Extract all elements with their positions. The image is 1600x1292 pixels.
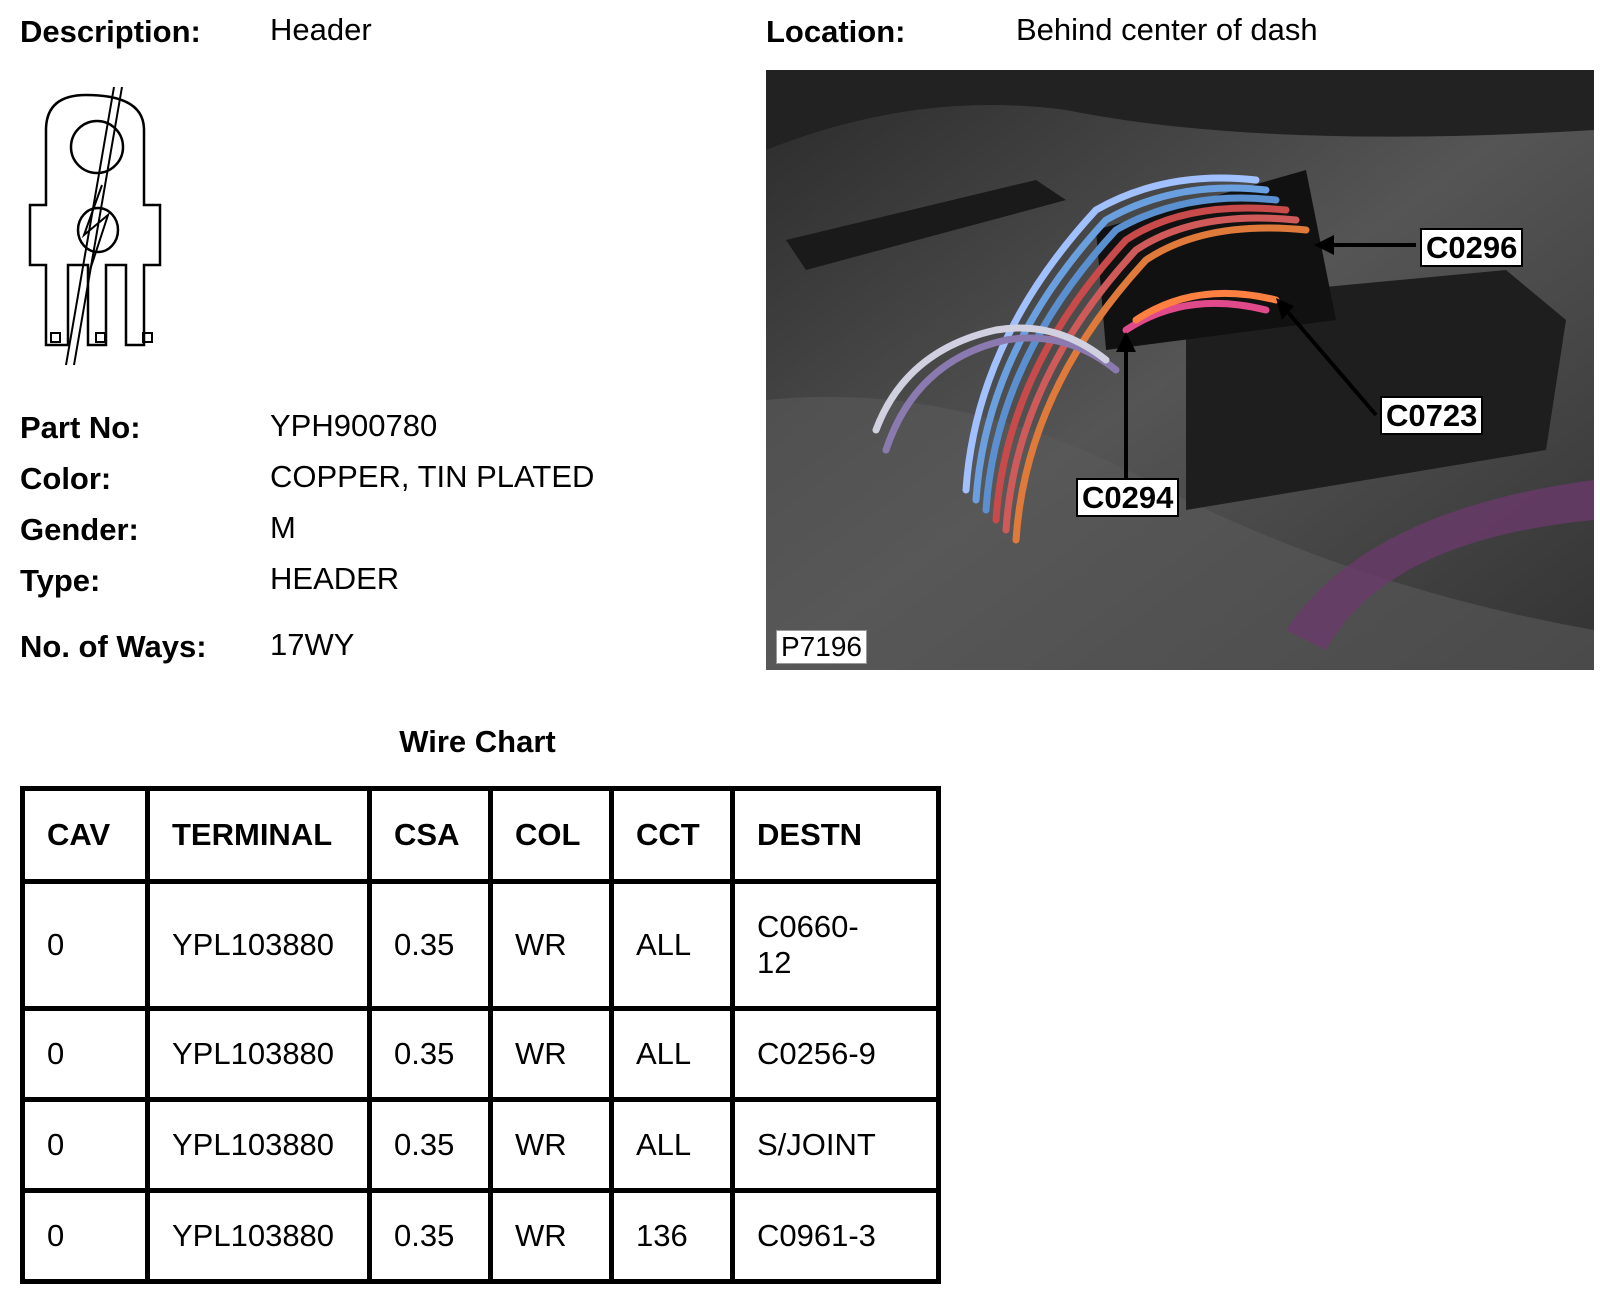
table-row: [23, 1100, 939, 1191]
cell-cct: 136: [612, 1191, 733, 1282]
cell-cct: ALL: [612, 1009, 733, 1100]
table-row: [23, 1009, 939, 1100]
cell-cav: 0: [23, 882, 148, 1009]
part-no-value: YPH900780: [270, 408, 438, 443]
cell-cct: ALL: [612, 1100, 733, 1191]
ways-label: No. of Ways:: [20, 629, 207, 664]
ways-value: 17WY: [270, 627, 355, 662]
cell-terminal: YPL103880: [148, 1100, 370, 1191]
cell-col: WR: [491, 1191, 612, 1282]
cell-terminal: YPL103880: [148, 882, 370, 1009]
table-row: [23, 882, 939, 1009]
color-value: COPPER, TIN PLATED: [270, 459, 595, 494]
cell-col: WR: [491, 1009, 612, 1100]
column-header-cct: CCT: [612, 789, 733, 882]
cell-cav: 0: [23, 1191, 148, 1282]
cell-col: WR: [491, 1100, 612, 1191]
color-label: Color:: [20, 461, 112, 496]
callout-c0294: C0294: [1076, 478, 1179, 517]
photo-id: P7196: [776, 630, 867, 664]
terminal-drawing: [26, 85, 176, 370]
description-label: Description:: [20, 14, 201, 49]
column-header-csa: CSA: [370, 789, 491, 882]
wire-chart-table: [20, 786, 941, 1284]
description-value: Header: [270, 12, 372, 47]
cell-cct: ALL: [612, 882, 733, 1009]
callout-c0723: C0723: [1380, 396, 1483, 435]
wire-chart-title: Wire Chart: [399, 724, 556, 759]
cell-terminal: YPL103880: [148, 1191, 370, 1282]
location-photo: [766, 70, 1594, 670]
column-header-col: COL: [491, 789, 612, 882]
column-header-destn: DESTN: [733, 789, 939, 882]
photo-illustration: [766, 70, 1594, 670]
table-row: [23, 1191, 939, 1282]
cell-csa: 0.35: [370, 882, 491, 1009]
cell-csa: 0.35: [370, 1191, 491, 1282]
type-value: HEADER: [270, 561, 400, 596]
cell-cav: 0: [23, 1100, 148, 1191]
cell-csa: 0.35: [370, 1100, 491, 1191]
gender-label: Gender:: [20, 512, 139, 547]
cell-destn: C0256-9: [733, 1009, 939, 1100]
cell-csa: 0.35: [370, 1009, 491, 1100]
cell-destn: C0660- 12: [733, 882, 939, 1009]
location-value: Behind center of dash: [1016, 12, 1318, 47]
table-header-row: [23, 789, 939, 882]
location-label: Location:: [766, 14, 906, 49]
cell-destn: S/JOINT: [733, 1100, 939, 1191]
gender-value: M: [270, 510, 296, 545]
cell-terminal: YPL103880: [148, 1009, 370, 1100]
column-header-terminal: TERMINAL: [148, 789, 370, 882]
part-no-label: Part No:: [20, 410, 141, 445]
cell-col: WR: [491, 882, 612, 1009]
callout-c0296: C0296: [1420, 228, 1523, 267]
type-label: Type:: [20, 563, 101, 598]
column-header-cav: CAV: [23, 789, 148, 882]
cell-cav: 0: [23, 1009, 148, 1100]
cell-destn: C0961-3: [733, 1191, 939, 1282]
